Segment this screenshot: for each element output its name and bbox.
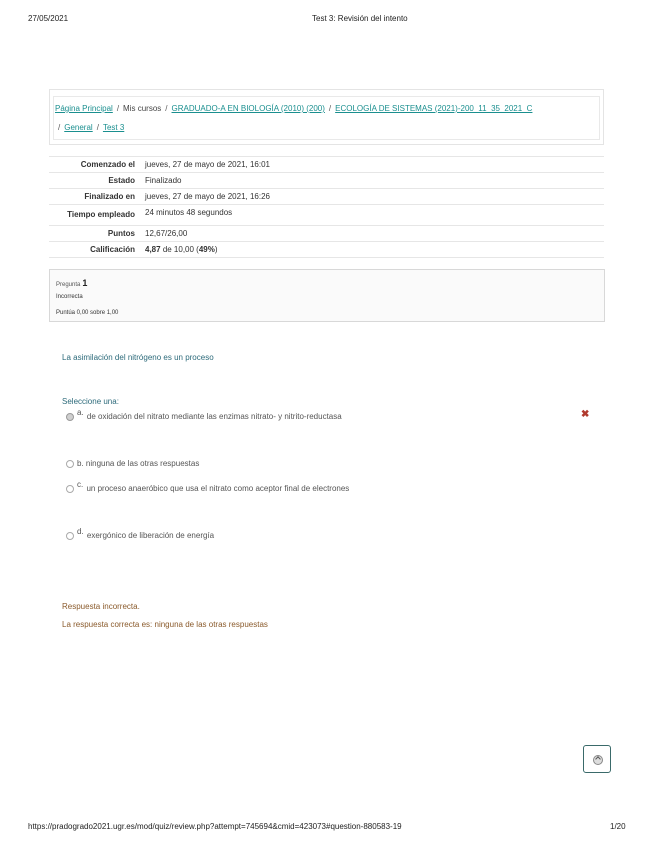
correct-answer-text: La respuesta correcta es: ninguna de las otras respuestas [62, 620, 268, 629]
breadcrumb-separator: / [58, 123, 61, 132]
summary-label-started: Comenzado el [49, 157, 141, 173]
print-page-number: 1/20 [610, 822, 626, 831]
option-c[interactable] [66, 480, 350, 493]
radio-a[interactable] [66, 413, 74, 421]
summary-value-grade [141, 242, 604, 258]
breadcrumb-separator: / [328, 104, 332, 113]
arrow-up-icon [593, 755, 603, 765]
question-state: Incorrecta [56, 294, 83, 300]
option-b-text: ninguna de las otras respuestas [85, 459, 200, 468]
print-title: Test 3: Revisión del intento [312, 14, 408, 23]
breadcrumb-separator: / [116, 104, 120, 113]
option-a-text: de oxidación del nitrato mediante las enzimas nitrato- y nitrito-reductasa [86, 412, 342, 421]
summary-label-time: Tiempo empleado [49, 205, 141, 226]
question-grade: Puntúa 0,00 sobre 1,00 [56, 310, 119, 316]
breadcrumb [55, 104, 532, 113]
question-number: 1 [82, 278, 88, 288]
breadcrumb-panel [49, 89, 604, 145]
option-b[interactable] [66, 459, 199, 468]
option-c-letter: c. [77, 480, 84, 489]
summary-label-state: Estado [49, 173, 141, 189]
summary-value-state: Finalizado [141, 173, 604, 189]
radio-c[interactable] [66, 485, 74, 493]
breadcrumb-grado-link[interactable]: GRADUADO-A EN BIOLOGÍA (2010) (200) [171, 104, 325, 113]
option-d[interactable] [66, 527, 215, 540]
grade-score: 4,87 [145, 245, 161, 254]
summary-label-finished: Finalizado en [49, 189, 141, 205]
option-b-letter: b. [77, 459, 84, 468]
breadcrumb-inner [53, 96, 600, 140]
breadcrumb-course-link[interactable]: ECOLOGÍA DE SISTEMAS (2021)-200_11_35_2021_C [335, 104, 533, 113]
incorrect-icon: ✖ [581, 409, 590, 420]
summary-row [49, 242, 604, 258]
print-url: https://pradogrado2021.ugr.es/mod/quiz/review.php?attempt=745694&cmid=423073#question-880583-19 [28, 822, 402, 831]
answer-prompt: Seleccione una: [62, 397, 119, 406]
grade-close: ) [214, 245, 218, 254]
summary-row [49, 205, 604, 226]
summary-row [49, 173, 604, 189]
radio-b[interactable] [66, 460, 74, 468]
breadcrumb-test-link[interactable]: Test 3 [102, 123, 125, 132]
breadcrumb-general-link[interactable]: General [64, 123, 93, 132]
breadcrumb-separator: / [165, 104, 168, 113]
radio-d[interactable] [66, 532, 74, 540]
summary-label-grade: Calificación [49, 242, 141, 258]
option-d-letter: d. [77, 527, 84, 536]
question-label [56, 278, 87, 288]
question-info-box [49, 269, 605, 322]
summary-value-points: 12,67/26,00 [141, 226, 604, 242]
breadcrumb-separator: / [96, 123, 99, 132]
summary-label-points: Puntos [49, 226, 141, 242]
question-text: La asimilación del nitrógeno es un proceso [62, 353, 214, 362]
option-c-text: un proceso anaeróbico que usa el nitrato como aceptor final de electrones [86, 484, 350, 493]
breadcrumb-line-2 [58, 123, 124, 132]
summary-value-time: 24 minutos 48 segundos [141, 205, 604, 226]
summary-row [49, 226, 604, 242]
back-to-top-button[interactable] [583, 745, 611, 773]
grade-percent: 49% [198, 245, 215, 254]
option-a-letter: a. [77, 408, 84, 417]
attempt-summary-table [49, 156, 604, 258]
question-label-text: Pregunta [56, 282, 81, 288]
summary-row [49, 157, 604, 173]
feedback-incorrect: Respuesta incorrecta. [62, 602, 140, 611]
grade-out-of: de 10,00 ( [162, 245, 199, 254]
breadcrumb-mis-cursos: Mis cursos [123, 104, 162, 113]
option-a[interactable] [66, 408, 342, 421]
summary-value-finished: jueves, 27 de mayo de 2021, 16:26 [141, 189, 604, 205]
summary-value-started: jueves, 27 de mayo de 2021, 16:01 [141, 157, 604, 173]
breadcrumb-home-link[interactable]: Página Principal [55, 104, 113, 113]
print-date: 27/05/2021 [28, 14, 69, 23]
summary-row [49, 189, 604, 205]
option-d-text: exergónico de liberación de energía [86, 531, 215, 540]
